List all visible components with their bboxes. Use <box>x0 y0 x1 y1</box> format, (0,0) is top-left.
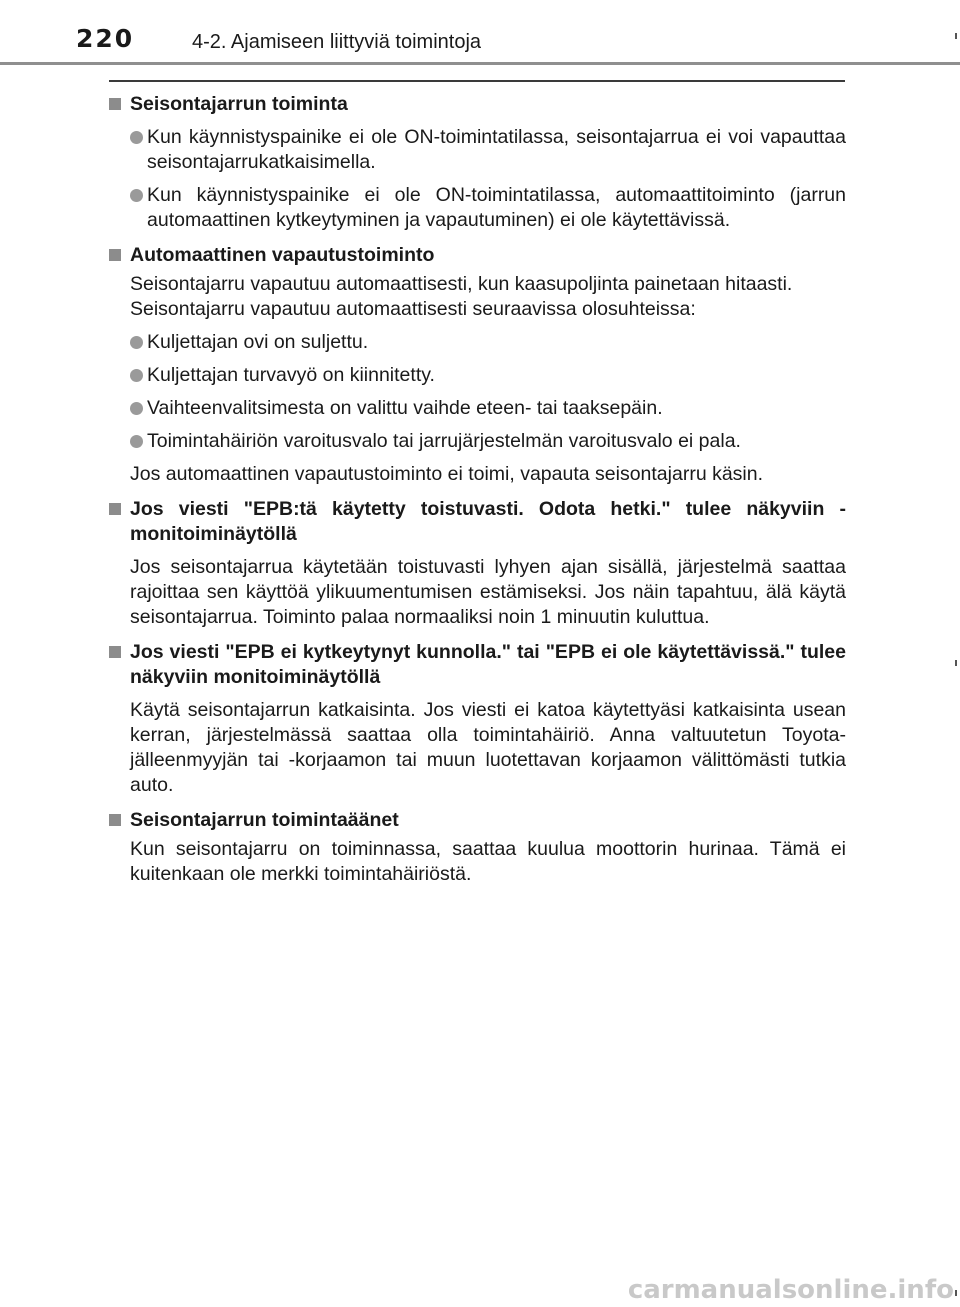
list-item: Vaihteenvalitsimesta on valittu vaihde eteen- tai taaksepäin. <box>130 396 846 421</box>
section-automatic-release <box>109 243 846 487</box>
paragraph: Jos seisontajarrua käytetään toistuvasti lyhyen ajan sisällä, järjestelmä saattaa rajoittaa sen käyttöä ylikuumentumisen estämiseksi. Jos näin tapahtuu, älä käytä seisontajarrua. Toiminto palaa normaaliksi noin 1 minuutin kuluttua. <box>130 556 846 628</box>
section-title: Automaattinen vapautustoiminto <box>130 244 435 266</box>
list-item: Toimintahäiriön varoitusvalo tai jarrujärjestelmän varoitusvalo ei pala. <box>130 429 846 454</box>
square-icon <box>109 98 121 110</box>
paragraph: Käytä seisontajarrun katkaisinta. Jos viesti ei katoa käytettyäsi katkaisinta usean kerran, järjestelmässä saattaa olla toimintahäiriö. Anna valtuutetun Toyota-jälleenmyyjän tai -korjaamon tai muun luotettavan korjaamon välittömästi tutkia auto. <box>130 699 846 796</box>
list-item: Kuljettajan ovi on suljettu. <box>130 330 846 355</box>
list-item: Kuljettajan turvavyö on kiinnitetty. <box>130 363 846 388</box>
square-icon <box>109 646 121 658</box>
section-title: Seisontajarrun toimintaäänet <box>130 809 399 831</box>
square-icon <box>109 814 121 826</box>
circle-bullet-icon <box>130 435 143 448</box>
section-epb-used-repeatedly <box>109 497 846 630</box>
paragraph: Seisontajarru vapautuu automaattisesti seuraavissa olosuhteissa: <box>130 298 696 320</box>
list-item: Kun käynnistyspainike ei ole ON-toimintatilassa, seisontajarrua ei voi vapauttaa seisontajarrukatkaisimella. <box>130 125 846 175</box>
circle-bullet-icon <box>130 402 143 415</box>
square-icon <box>109 503 121 515</box>
section-parking-brake-operation <box>109 92 846 233</box>
page-number: 220 <box>76 24 135 53</box>
paragraph: Seisontajarru vapautuu automaattisesti, kun kaasupoljinta painetaan hitaasti. <box>130 273 793 295</box>
edge-tick-mark <box>955 33 957 39</box>
section-epb-not-engaged <box>109 640 846 798</box>
section-title: Seisontajarrun toiminta <box>130 93 348 115</box>
chapter-title: 4-2. Ajamiseen liittyviä toimintoja <box>192 31 482 53</box>
page-header <box>0 0 960 70</box>
header-divider <box>0 62 960 65</box>
watermark: carmanualsonline.info <box>627 1275 954 1305</box>
circle-bullet-icon <box>130 336 143 349</box>
content-divider <box>109 80 845 82</box>
edge-tick-mark <box>955 1290 957 1296</box>
section-operation-sounds <box>109 808 846 887</box>
paragraph: Kun seisontajarru on toiminnassa, saattaa kuulua moottorin hurinaa. Tämä ei kuitenkaan ole merkki toimintahäiriöstä. <box>130 838 846 885</box>
square-icon <box>109 249 121 261</box>
section-title: Jos viesti "EPB ei kytkeytynyt kunnolla." tai "EPB ei ole käytettävissä." tulee näkyviin monitoiminäytöllä <box>130 641 846 688</box>
edge-tick-mark <box>955 660 957 666</box>
circle-bullet-icon <box>130 131 143 144</box>
paragraph: Jos automaattinen vapautustoiminto ei toimi, vapauta seisontajarru käsin. <box>130 463 764 485</box>
circle-bullet-icon <box>130 369 143 382</box>
circle-bullet-icon <box>130 189 143 202</box>
section-title: Jos viesti "EPB:tä käytetty toistuvasti. Odota hetki." tulee näkyviin -monitoiminäytöllä <box>130 498 846 545</box>
page-content <box>109 92 846 897</box>
list-item: Kun käynnistyspainike ei ole ON-toimintatilassa, automaattitoiminto (jarrun automaattinen kytkeytyminen ja vapautuminen) ei ole käytettävissä. <box>130 183 846 233</box>
